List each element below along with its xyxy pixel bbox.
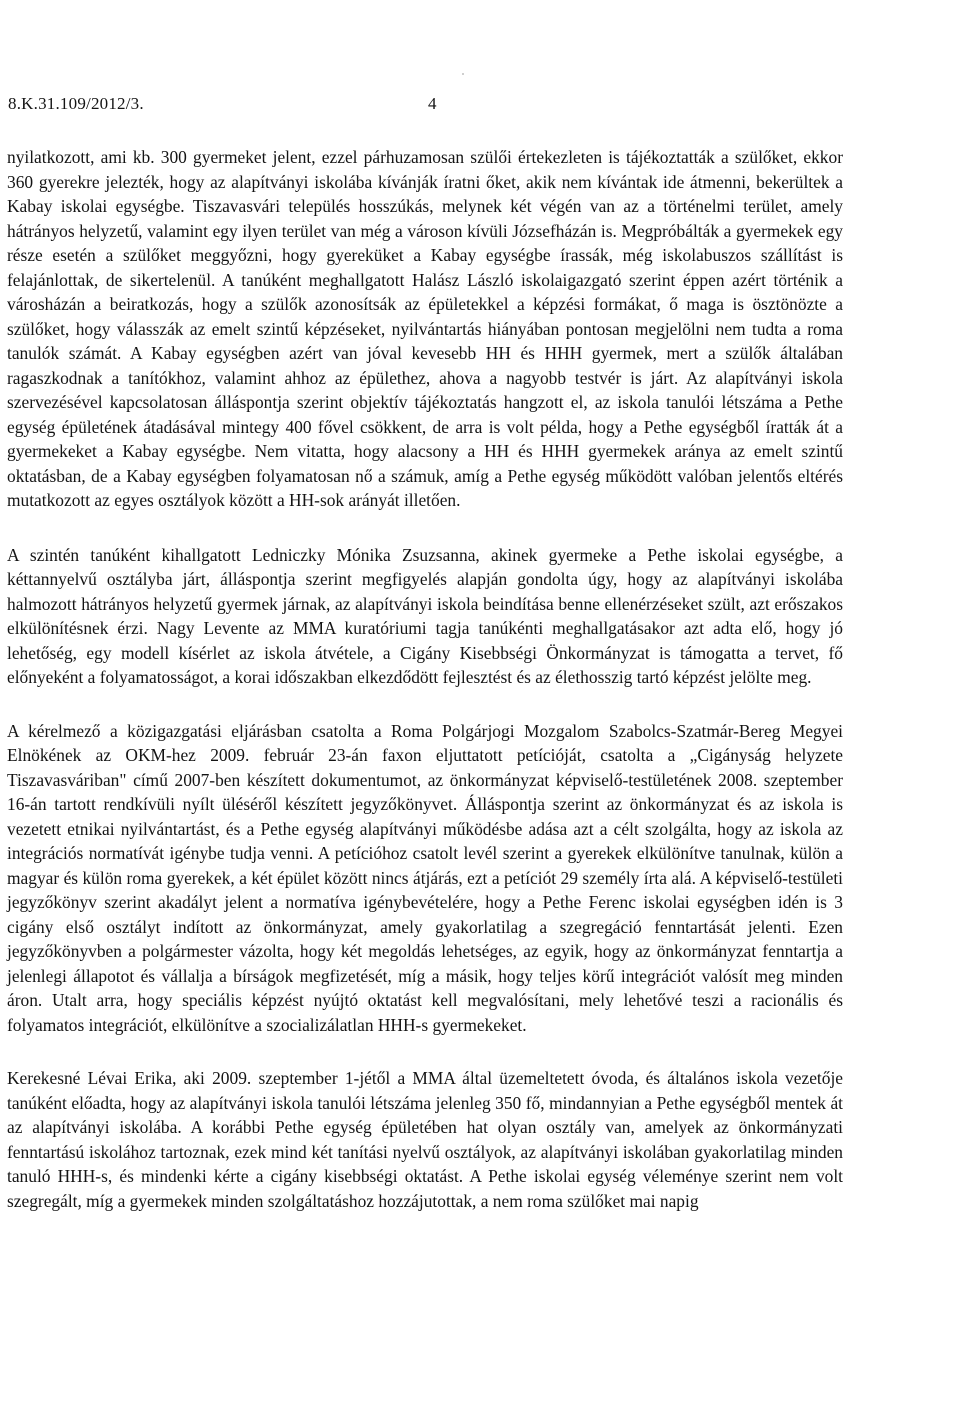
scan-speck	[462, 73, 464, 75]
paragraph-petition-documents: A kérelmező a közigazgatási eljárásban csatolta a Roma Polgárjogi Mozgalom Szabolcs-Szatmár-Bereg Megyei Elnökének az OKM-hez 2009. február 23-án faxon eljuttatott petícióját, csatolta a „Cigányság helyzete Tiszavasváriban" című 2007-ben készített dokumentumot, az önkormányzat képviselő-testületének 2008. szeptember 16-án tartott rendkívüli nyílt üléséről készített jegyzőkönyvet. Álláspontja szerint az önkormányzat és az iskola is vezetett etnikai nyilvántartást, és a Pethe egység alapítványi működésbe adása azt a célt szolgálta, hogy az iskola az integrációs normatívát igénybe tudja venni. A petícióhoz csatolt levél szerint a gyerekek elkülönítve tanulnak, külön a magyar és külön roma gyerekek, a két épület között nincs átjárás, ezt a petíciót 29 személy írta alá. A képviselő-testületi jegyzőkönyv szerint akadályt jelent a normatíva igénybevételére, hogy a Pethe Ferenc iskolai egységben idén is 3 cigány első osztályt indított az önkormányzat, amely gyakorlatilag a szegregáció fenntartását jelenti. Ezen jegyzőkönyvben a polgármester vázolta, hogy két megoldás lehetséges, az egyik, hogy az önkormányzat fenntartja a jelenlegi állapotot és vállalja a bírságok megfizetését, míg a másik, hogy teljes körű integrációt valósít meg minden áron. Utalt arra, hogy speciális képzést nyújtó oktatást kell megvalósítani, mely lehetővé teszi a racionális és folyamatos integrációt, elkülönítve a szocializálatlan HHH-s gyermekeket.	[7, 720, 843, 1035]
paragraph-testimony-kerekesne: Kerekesné Lévai Erika, aki 2009. szeptember 1-jétől a MMA által üzemeltetett óvoda, és általános iskola vezetője tanúként előadta, hogy az alapítványi iskola tanulói létszáma jelenleg 350 fő, mindannyian a Pethe egységből mentek át az alapítványi iskolába. A korábbi Pethe egység épületében hat olyan osztály van, amelyek az önkormányzati fenntartású iskolához tartoznak, ezek mind két tanítási nyelvű osztályok, az alapítványi iskolában gyakorlatilag minden tanuló HHH-s, és mindenki kérte a cigány kisebbségi oktatást. A Pethe iskolai egység véleménye szerint nem volt szegregált, míg a gyermekek minden szolgáltatáshoz hozzájutottak, a nem roma szülőket mai napig	[7, 1068, 843, 1211]
document-body	[7, 145, 843, 1242]
paragraph-testimony-enrollment: nyilatkozott, ami kb. 300 gyermeket jelent, ezzel párhuzamosan szülői értekezleten is tájékoztatták a szülőket, ekkor 360 gyerekre jelezték, hogy az alapítványi iskolába kívánják íratni őket, akik nem kívántak ide átmenni, bekerültek a Kabay iskolai egységbe. Tiszavasvári település hosszúkás, melynek két végén van az a történelmi terület, amely hátrányos helyzetű, valamint egy ilyen terület van még a városon kívüli Józsefházán is. Megpróbálták a gyermekek egy része esetén a szülőket meggyőzni, hogy gyereküket a Kabay egységbe írassák, még iskolabuszos szállítást is felajánlottak, de sikertelenül. A tanúként meghallgatott Halász László iskolaigazgató szerint éppen azért történik a városházán a beiratkozás, hogy a szülők azonosítsák az épületekkel a képzési formákat, ő maga is ösztönözte a szülőket, hogy válasszák az emelt szintű képzéseket, nyilvántartás hiányában pontosan megjelölni nem tudta a roma tanulók számát. A Kabay egységben azért van jóval kevesebb HH és HHH gyermek, mert a szülők általában ragaszkodnak a tanítókhoz, valamint ahhoz az épülethez, ahova a nagyobb testvér is járt. Az alapítványi iskola szervezésével kapcsolatosan álláspontja szerint objektív tájékoztatás hangzott el, az iskola tanulói létszáma a Pethe egység épületének átadásával mintegy 400 fővel csökkent, de arra is volt példa, hogy a Pethe egységből íratták át a gyermekeket a Kabay egységbe. Nem vitatta, hogy alacsony a HH és HHH gyermekek aránya az emelt szintű oktatásban, de a Kabay egységben folyamatosan nő a számuk, amíg a Pethe egység működött valóban jelentős eltérés mutatkozott az egyes osztályok között a HH-sok arányát illetően.	[7, 147, 843, 510]
document-reference-number: 8.K.31.109/2012/3.	[8, 94, 144, 113]
page-number: 4	[428, 94, 437, 113]
paragraph-testimony-ledniczky: A szintén tanúként kihallgatott Ledniczky Mónika Zsuzsanna, akinek gyermeke a Pethe iskolai egységbe, a kéttannyelvű osztályba járt, álláspontja szerint megfigyelés alapján gondolta úgy, hogy az alapítványi iskolába halmozott hátrányos helyzetű gyermek járnak, az alapítványi iskola beindítása benne ellenérzéseket szült, azt erőszakos elkülönítésnek érzi. Nagy Levente az MMA kuratóriumi tagja tanúkénti meghallgatásakor azt adta elő, hogy jó lehetőség, egy modell kísérlet az iskola átvétele, a Cigány Kisebbségi Önkormányzat is támogatta a tervet, fő előnyeként a folyamatosságot, a korai időszakban elkezdődött fejlesztést és az élethosszig tartó képzést jelölte meg.	[7, 544, 843, 687]
